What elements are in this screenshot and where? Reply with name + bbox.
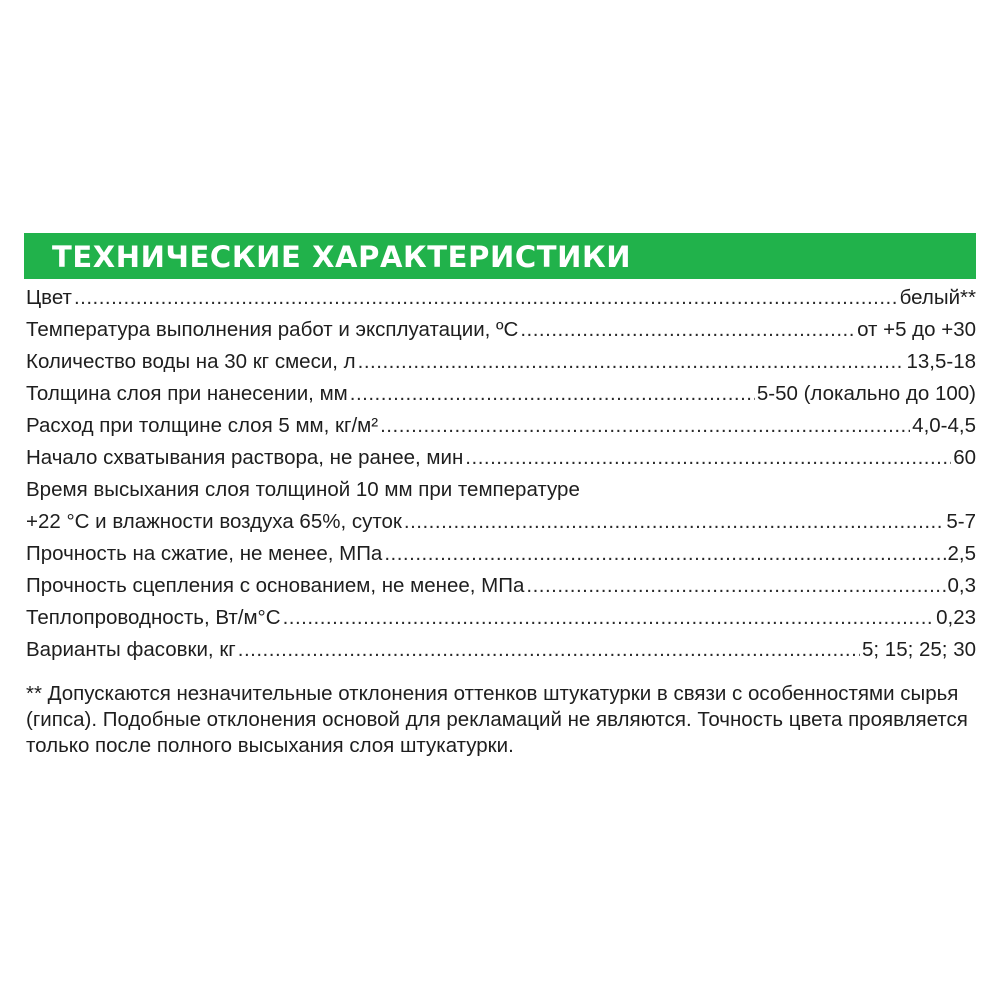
section-header bbox=[24, 233, 976, 279]
spec-value: 4,0-4,5 bbox=[912, 414, 976, 437]
spec-value: 5-7 bbox=[946, 510, 976, 533]
footnote: ** Допускаются незначительные отклонения оттенков штукатурки в связи с особенностями сырья (гипса). Подобные отклонения основой для рекламаций не являются. Точность цвета проявляется только после полного высыхания слоя штукатурки. bbox=[26, 682, 968, 757]
dot-leader bbox=[238, 634, 860, 666]
spec-label: Прочность сцепления с основанием, не менее, МПа bbox=[26, 574, 525, 597]
spec-label: Время высыхания слоя толщиной 10 мм при температуре bbox=[26, 478, 580, 501]
spec-value: 5-50 (локально до 100) bbox=[756, 382, 976, 405]
spec-label: Прочность на сжатие, не менее, МПа bbox=[26, 542, 383, 565]
dot-leader bbox=[74, 282, 898, 314]
dot-leader bbox=[526, 570, 945, 602]
dot-leader bbox=[350, 378, 755, 410]
dot-leader bbox=[520, 314, 855, 346]
spec-row-adhesion bbox=[26, 570, 976, 602]
spec-row-color bbox=[26, 282, 976, 314]
spec-value: от +5 до +30 bbox=[857, 318, 976, 341]
spec-row-water bbox=[26, 346, 976, 378]
dot-leader bbox=[380, 410, 910, 442]
spec-label: +22 °С и влажности воздуха 65%, суток bbox=[26, 510, 402, 533]
spec-value: 0,3 bbox=[947, 574, 976, 597]
spec-value: 13,5-18 bbox=[906, 350, 976, 373]
spec-label: Начало схватывания раствора, не ранее, мин bbox=[26, 446, 464, 469]
dot-leader bbox=[358, 346, 905, 378]
spec-value: белый** bbox=[899, 286, 976, 309]
spec-row-setting bbox=[26, 442, 976, 474]
dot-leader bbox=[404, 506, 944, 538]
spec-value: 0,23 bbox=[936, 606, 976, 629]
spec-label: Температура выполнения работ и эксплуатации, ºС bbox=[26, 318, 519, 341]
specs-list bbox=[26, 282, 976, 666]
dot-leader bbox=[283, 602, 935, 634]
spec-label: Количество воды на 30 кг смеси, л bbox=[26, 350, 356, 373]
spec-row-drying bbox=[26, 506, 976, 538]
spec-label: Толщина слоя при нанесении, мм bbox=[26, 382, 348, 405]
spec-row-compressive-strength bbox=[26, 538, 976, 570]
section-title: ТЕХНИЧЕСКИЕ ХАРАКТЕРИСТИКИ bbox=[52, 240, 632, 274]
spec-value: 60 bbox=[953, 446, 976, 469]
dot-leader bbox=[465, 442, 951, 474]
spec-row-consumption bbox=[26, 410, 976, 442]
spec-row-packaging bbox=[26, 634, 976, 666]
spec-row-drying-line1 bbox=[26, 474, 976, 506]
spec-row-temperature bbox=[26, 314, 976, 346]
spec-value: 2,5 bbox=[947, 542, 976, 565]
dot-leader bbox=[384, 538, 945, 570]
spec-label: Теплопроводность, Вт/м°С bbox=[26, 606, 281, 629]
spec-row-thermal-conductivity bbox=[26, 602, 976, 634]
spec-value: 5; 15; 25; 30 bbox=[862, 638, 976, 661]
spec-label: Расход при толщине слоя 5 мм, кг/м² bbox=[26, 414, 379, 437]
spec-row-thickness bbox=[26, 378, 976, 410]
spec-label: Цвет bbox=[26, 286, 72, 309]
spec-label: Варианты фасовки, кг bbox=[26, 638, 236, 661]
